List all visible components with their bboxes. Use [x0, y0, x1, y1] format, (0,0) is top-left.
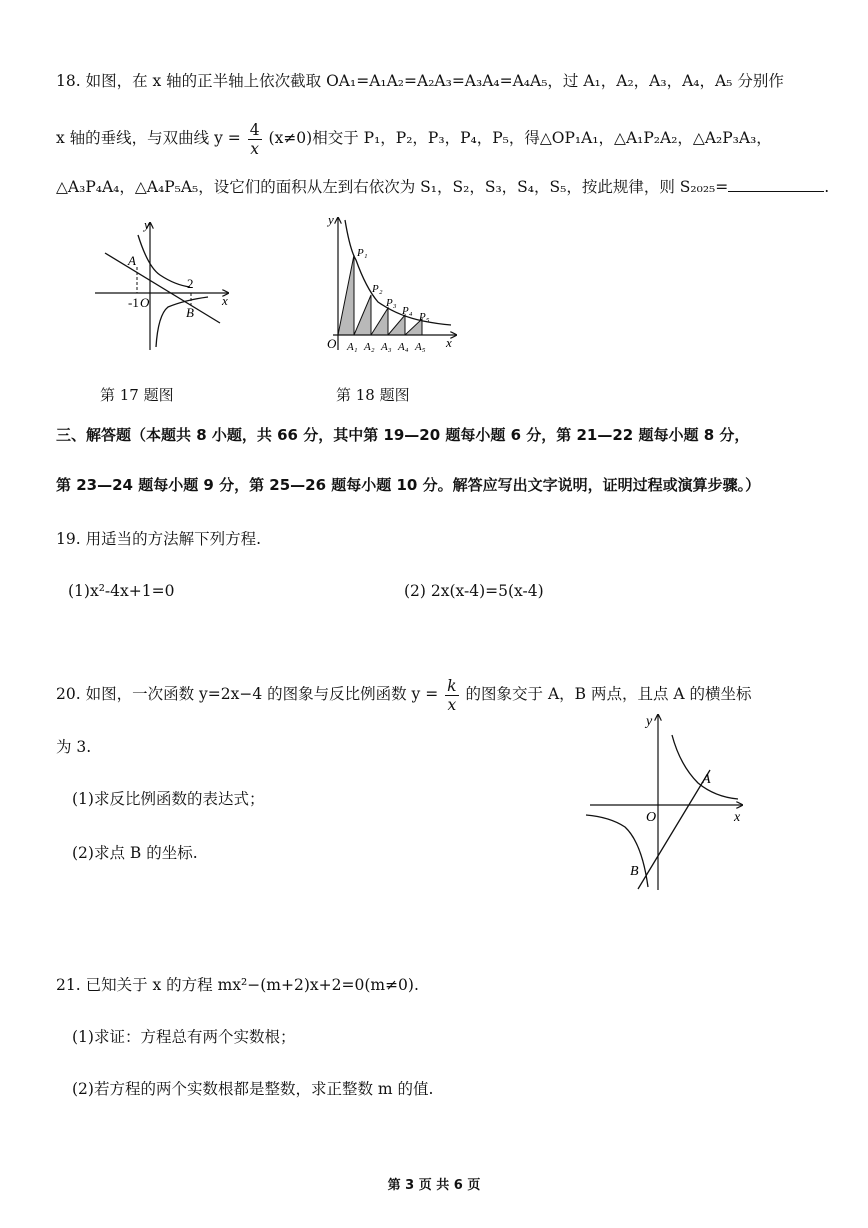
q19-part2: (2) 2x(x-4)=5(x-4) — [404, 582, 544, 600]
q20-frac-num: k — [447, 676, 457, 695]
fig18-label-P3: P₃ — [386, 297, 397, 309]
fig18-label-A1: A₁ — [347, 341, 358, 353]
fig20-curve-lower — [586, 815, 648, 887]
q18-line3 — [56, 176, 829, 198]
q20-line1-pre: 20. 如图，一次函数 y=2x−4 的图象与反比例函数 y = — [56, 685, 439, 703]
fig18-hyperbola — [345, 220, 451, 325]
fig18-label-x: x — [446, 335, 452, 350]
q18-line3-text: △A₃P₄A₄，△A₄P₅A₅，设它们的面积从左到右依次为 S₁，S₂，S₃，S₄，S₅，按此规律，则 S₂₀₂₅= — [56, 178, 729, 196]
q20-fraction — [445, 677, 458, 714]
q18-line2-pre: x 轴的垂线，与双曲线 y = — [56, 129, 241, 147]
page-footer: 第 3 页 共 6 页 — [387, 1178, 481, 1193]
fig20-label-O: O — [646, 810, 657, 825]
fig20-label-y: y — [646, 714, 653, 729]
figure-20 — [580, 705, 755, 895]
q21-part2: (2)若方程的两个实数根都是整数，求正整数 m 的值. — [72, 1080, 434, 1098]
q19-part1: (1)x²-4x+1=0 — [68, 582, 175, 600]
fig17-label-O: O — [140, 295, 150, 310]
fig20-label-B: B — [630, 864, 639, 879]
fig17-label-x: x — [222, 293, 228, 308]
fig18-label-y: y — [328, 212, 334, 227]
q20-part1: (1)求反比例函数的表达式； — [72, 790, 265, 808]
fig20-line — [638, 770, 710, 889]
q20-line1-post: 的图象交于 A，B 两点，且点 A 的横坐标 — [465, 685, 752, 703]
fig18-label-P4: P₄ — [402, 305, 413, 317]
section3-line1: 三、解答题（本题共 8 小题，共 66 分，其中第 19—20 题每小题 6 分，第 21—22 题每小题 8 分， — [56, 426, 750, 444]
fig18-label-P5: P₅ — [419, 311, 430, 323]
figure-18 — [318, 210, 468, 360]
fig17-curve-lower — [156, 297, 208, 347]
q20-frac-den: x — [447, 695, 457, 714]
fig17-label-neg1: -1 — [128, 295, 139, 310]
q18-line3-end: . — [824, 178, 830, 196]
fig17-curve-upper — [138, 235, 190, 287]
fig20-curve-upper — [672, 735, 738, 799]
q19-stem: 19. 用适当的方法解下列方程. — [56, 530, 262, 548]
fig20-label-x: x — [734, 810, 741, 825]
section3-line2: 第 23—24 题每小题 9 分，第 25—26 题每小题 10 分。解答应写出文字说明，证明过程或演算步骤。） — [56, 476, 761, 494]
fig17-label-B: B — [186, 305, 194, 320]
answer-blank — [728, 177, 824, 192]
fig17-line — [105, 253, 220, 323]
triangle-2 — [354, 295, 371, 335]
triangle-4 — [388, 315, 405, 335]
q20-line2: 为 3. — [56, 738, 92, 756]
triangle-1 — [338, 255, 354, 335]
fig17-label-A: A — [128, 253, 136, 268]
fig18-label-A3: A₃ — [381, 341, 392, 353]
fig18-label-A2: A₂ — [364, 341, 375, 353]
figure-17 — [90, 215, 240, 355]
q18-frac-den: x — [250, 139, 260, 158]
fig17-label-y: y — [144, 217, 150, 232]
fig18-label-O: O — [327, 336, 337, 351]
fig18-label-A5: A₅ — [415, 341, 426, 353]
fig18-caption: 第 18 题图 — [336, 386, 410, 404]
q21-stem: 21. 已知关于 x 的方程 mx²−(m+2)x+2=0(m≠0). — [56, 976, 419, 994]
fig18-label-P1: P₁ — [357, 247, 368, 259]
q18-line2 — [56, 118, 772, 158]
fig17-label-2: 2 — [187, 276, 194, 291]
q18-fraction — [248, 121, 262, 158]
triangle-3 — [371, 308, 388, 335]
fig18-shaded-triangles — [338, 255, 422, 335]
fig18-label-P2: P₂ — [372, 283, 383, 295]
q18-line2-post: (x≠0)相交于 P₁，P₂，P₃，P₄，P₅，得△OP₁A₁，△A₁P₂A₂，△A₂P₃A₃， — [268, 129, 772, 147]
q20-part2: (2)求点 B 的坐标. — [72, 844, 198, 862]
fig20-label-A: A — [702, 772, 711, 787]
fig17-caption: 第 17 题图 — [100, 386, 174, 404]
q18-line1: 18. 如图，在 x 轴的正半轴上依次截取 OA₁=A₁A₂=A₂A₃=A₃A₄=A₄A₅，过 A₁，A₂，A₃，A₄，A₅ 分别作 — [56, 72, 784, 90]
fig18-label-A4: A₄ — [398, 341, 409, 353]
q18-frac-num: 4 — [249, 120, 260, 139]
q21-part1: (1)求证：方程总有两个实数根； — [72, 1028, 296, 1046]
